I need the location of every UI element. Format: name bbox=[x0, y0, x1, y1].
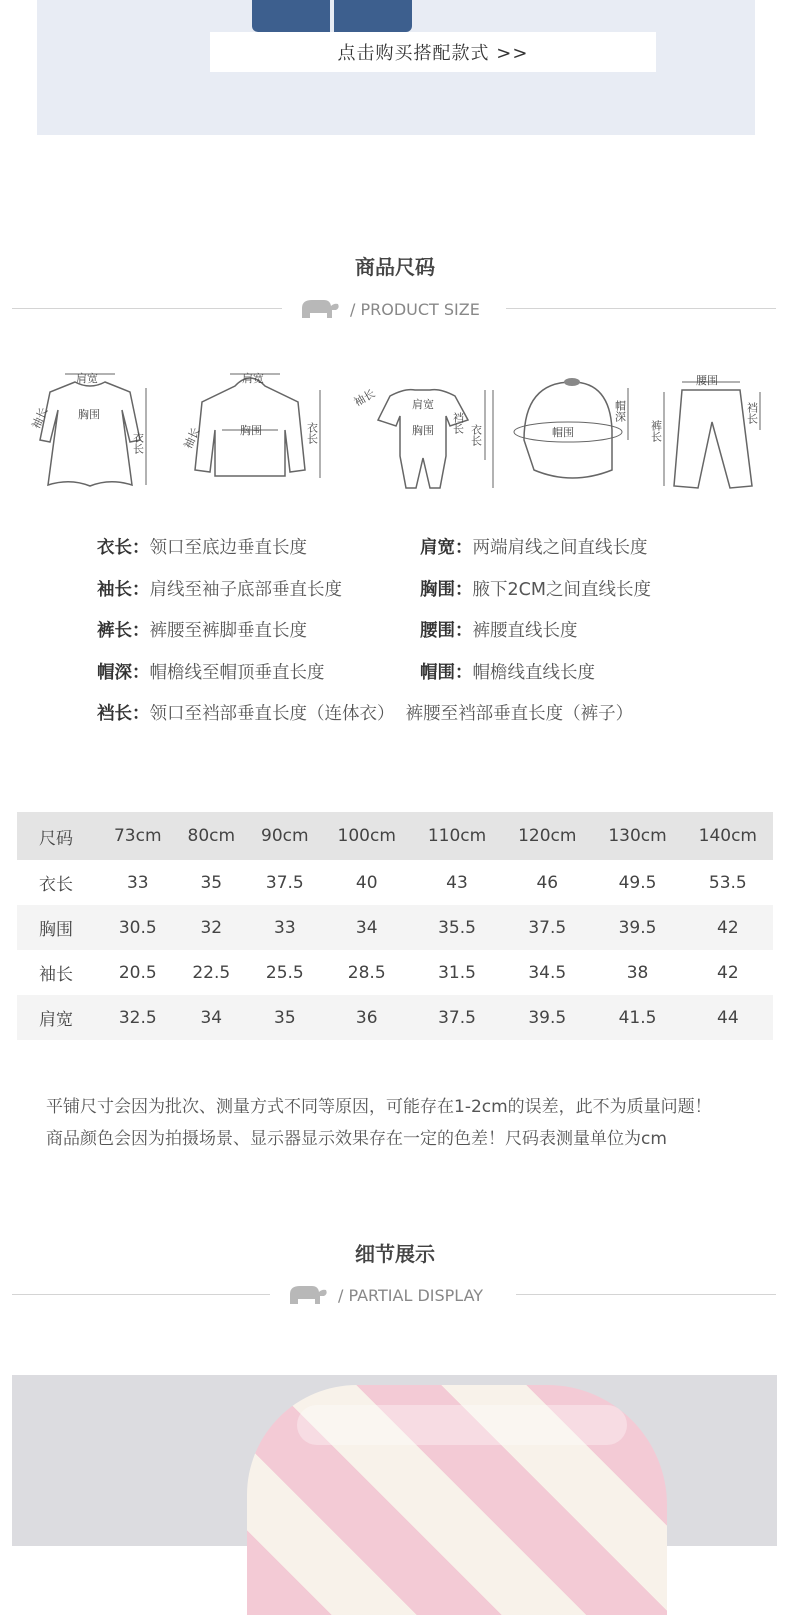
table-cell: 31.5 bbox=[438, 962, 476, 983]
table-cell: 35 bbox=[248, 995, 322, 1040]
buy-matching-button[interactable]: 点击购买搭配款式 >> bbox=[210, 32, 656, 72]
table-row bbox=[17, 905, 773, 950]
size-diagrams bbox=[20, 360, 770, 495]
pants-length-label: 裤长 bbox=[649, 420, 663, 442]
definition-row bbox=[97, 659, 737, 701]
definition-term: 裆长： bbox=[97, 704, 150, 724]
table-cell: 35.5 bbox=[412, 905, 502, 950]
table-cell: 41.5 bbox=[592, 995, 682, 1040]
definition-row bbox=[97, 576, 737, 618]
table-cell: 43 bbox=[446, 872, 468, 893]
table-cell: 30.5 bbox=[101, 905, 175, 950]
dress-shoulder-label: 肩宽 bbox=[76, 372, 98, 385]
table-row bbox=[17, 995, 773, 1040]
hoodie-diagram bbox=[170, 360, 330, 495]
definition-term: 胸围： bbox=[420, 579, 473, 600]
table-header-cell: 130cm bbox=[592, 812, 682, 860]
definition-term: 帽深： bbox=[97, 662, 150, 683]
table-cell: 42 bbox=[683, 905, 773, 950]
definition-desc: 裤腰直线长度 bbox=[472, 621, 578, 641]
table-cell: 34.5 bbox=[528, 962, 567, 983]
definition-term: 袖长： bbox=[97, 579, 150, 600]
table-cell: 32 bbox=[175, 905, 249, 950]
pants-diagram bbox=[649, 360, 770, 495]
table-cell: 40 bbox=[355, 872, 378, 893]
table-cell: 衣长 bbox=[39, 875, 73, 895]
table-cell: 25.5 bbox=[265, 962, 304, 983]
definition-term: 腰围： bbox=[420, 621, 473, 641]
table-cell: 38 bbox=[626, 962, 649, 983]
table-header-cell: 90cm bbox=[248, 812, 322, 860]
pants-crotch-label: 裆长 bbox=[745, 402, 759, 424]
dress-sleeve-label: 袖长 bbox=[29, 405, 51, 431]
detail-section-title: 细节展示 bbox=[355, 1242, 435, 1266]
table-cell: 46 bbox=[536, 872, 559, 893]
definition-term: 裤长： bbox=[97, 621, 150, 641]
romper-length-label: 衣长 bbox=[469, 424, 483, 446]
definition-desc: 帽檐线直线长度 bbox=[472, 662, 595, 683]
table-header-cell: 100cm bbox=[322, 812, 412, 860]
hoodie-chest-label: 胸围 bbox=[240, 424, 262, 437]
elephant-icon bbox=[284, 1282, 330, 1308]
detail-photo bbox=[12, 1375, 777, 1546]
cap-circumference-label: 帽围 bbox=[552, 426, 574, 439]
definition-term: 衣长： bbox=[97, 538, 150, 558]
cap-depth-label: 帽深 bbox=[613, 400, 627, 422]
romper-sleeve-label: 袖长 bbox=[351, 386, 378, 410]
definition-desc: 肩线至袖子底部垂直长度 bbox=[149, 579, 342, 600]
romper-chest-label: 胸围 bbox=[412, 424, 434, 437]
size-definitions bbox=[97, 534, 737, 742]
dress-diagram bbox=[20, 360, 160, 495]
table-cell: 袖长 bbox=[39, 965, 73, 985]
dress-chest-label: 胸围 bbox=[78, 408, 100, 421]
promo-banner bbox=[37, 0, 755, 135]
table-cell: 39.5 bbox=[502, 995, 592, 1040]
definition-row bbox=[97, 617, 737, 659]
pants-waist-label: 腰围 bbox=[696, 374, 718, 387]
table-header-cell: 110cm bbox=[412, 812, 502, 860]
romper-crotch-label: 裆长 bbox=[451, 412, 465, 434]
definition-desc: 领口至底边垂直长度 bbox=[149, 538, 307, 558]
table-cell: 44 bbox=[683, 995, 773, 1040]
table-cell: 33 bbox=[248, 905, 322, 950]
table-cell: 33 bbox=[126, 872, 149, 893]
romper-shoulder-label: 肩宽 bbox=[412, 398, 434, 411]
table-row bbox=[17, 950, 773, 995]
table-cell: 胸围 bbox=[17, 905, 101, 950]
size-table bbox=[17, 812, 773, 1040]
table-cell: 39.5 bbox=[592, 905, 682, 950]
table-cell: 36 bbox=[322, 995, 412, 1040]
table-cell: 37.5 bbox=[502, 905, 592, 950]
size-section-divider bbox=[12, 296, 776, 322]
definition-row bbox=[97, 534, 737, 576]
table-header-cell: 尺码 bbox=[17, 812, 101, 860]
jeans-photo bbox=[252, 0, 412, 32]
table-cell: 34 bbox=[175, 995, 249, 1040]
size-section-subtitle: / PRODUCT SIZE bbox=[350, 299, 480, 319]
definition-term: 肩宽： bbox=[420, 538, 473, 558]
definition-desc: 两端肩线之间直线长度 bbox=[472, 538, 648, 558]
table-cell: 42 bbox=[717, 962, 739, 983]
table-cell: 28.5 bbox=[347, 962, 386, 983]
table-header-cell: 73cm bbox=[101, 812, 175, 860]
measurement-note: 平铺尺寸会因为批次、测量方式不同等原因，可能存在1-2cm的误差，此不为质量问题！ bbox=[46, 1097, 712, 1117]
definition-term: 帽围： bbox=[420, 662, 473, 683]
dress-length-label: 衣长 bbox=[131, 432, 145, 454]
table-cell: 49.5 bbox=[618, 872, 657, 893]
table-cell: 37.5 bbox=[412, 995, 502, 1040]
table-header-row bbox=[17, 812, 773, 860]
table-cell: 35 bbox=[200, 872, 223, 893]
table-cell: 肩宽 bbox=[17, 995, 101, 1040]
romper-diagram bbox=[350, 360, 500, 495]
definition-row-crotch bbox=[97, 700, 737, 742]
table-cell: 22.5 bbox=[192, 962, 231, 983]
elephant-icon bbox=[296, 296, 342, 322]
definition-desc: 腋下2CM之间直线长度 bbox=[472, 579, 651, 600]
cap-diagram bbox=[512, 360, 642, 495]
size-section-title: 商品尺码 bbox=[355, 255, 435, 279]
table-cell: 34 bbox=[322, 905, 412, 950]
table-cell: 37.5 bbox=[265, 872, 304, 893]
definition-desc: 裤腰至裤脚垂直长度 bbox=[149, 621, 307, 641]
hoodie-length-label: 衣长 bbox=[305, 422, 319, 444]
table-header-cell: 120cm bbox=[502, 812, 592, 860]
table-cell: 32.5 bbox=[101, 995, 175, 1040]
color-note: 商品颜色会因为拍摄场景、显示器显示效果存在一定的色差！尺码表测量单位为cm bbox=[46, 1129, 667, 1149]
detail-section-subtitle: / PARTIAL DISPLAY bbox=[338, 1285, 484, 1305]
table-cell: 53.5 bbox=[708, 872, 747, 893]
detail-section-divider bbox=[12, 1282, 776, 1308]
hoodie-sleeve-label: 袖长 bbox=[181, 425, 203, 451]
table-header-cell: 80cm bbox=[175, 812, 249, 860]
table-row bbox=[17, 860, 773, 905]
table-cell: 20.5 bbox=[118, 962, 157, 983]
definition-desc: 帽檐线至帽顶垂直长度 bbox=[149, 662, 325, 683]
definition-desc: 领口至裆部垂直长度（连体衣） 裤腰至裆部垂直长度（裤子） bbox=[149, 704, 634, 724]
table-header-cell: 140cm bbox=[683, 812, 773, 860]
hoodie-shoulder-label: 肩宽 bbox=[242, 372, 264, 385]
